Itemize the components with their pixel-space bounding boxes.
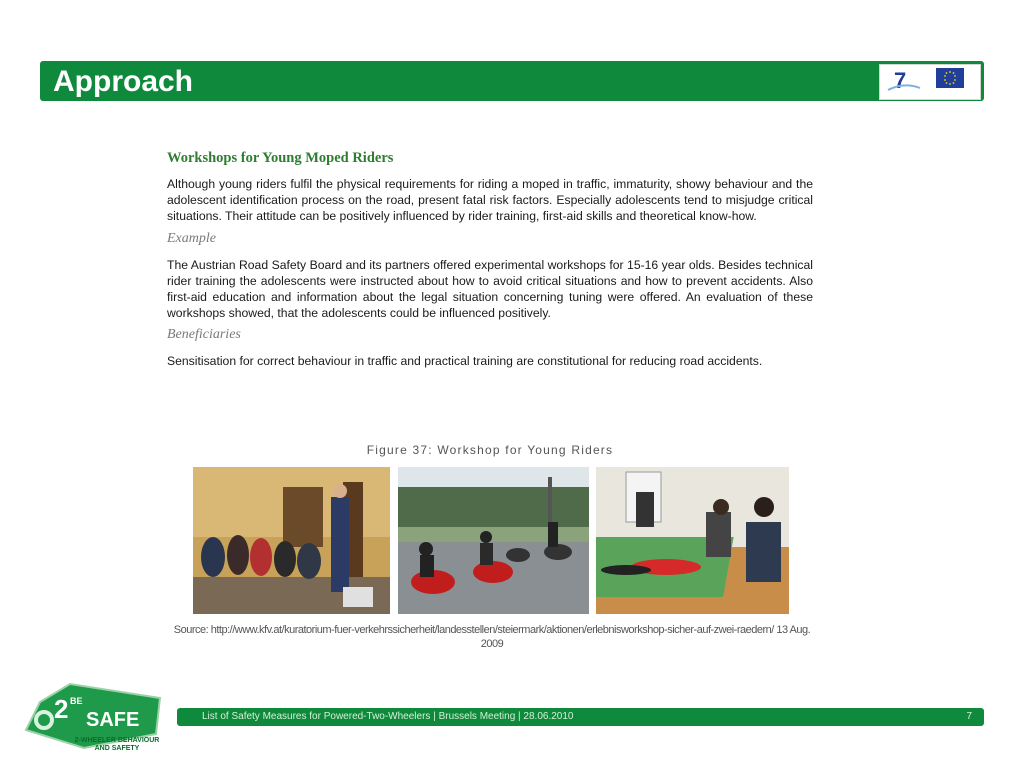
svg-text:SAFE: SAFE [86, 709, 140, 731]
footer-bar [177, 708, 984, 726]
figure-caption: Figure 37: Workshop for Young Riders [366, 443, 614, 457]
footer-text: List of Safety Measures for Powered-Two-Wheelers | Brussels Meeting | 28.06.2010 [202, 711, 574, 722]
brand-tagline: 2-WHEELER BEHAVIOUR AND SAFETY [74, 737, 160, 752]
workshop-section [167, 150, 813, 370]
beneficiaries-paragraph: Sensitisation for correct behaviour in traffic and practical training are constitutional for reducing road accidents. [167, 354, 763, 369]
fp7-logo-icon [884, 68, 924, 96]
page-title: Approach [53, 65, 194, 98]
page-number: 7 [966, 711, 972, 722]
svg-text:BE: BE [70, 696, 83, 706]
example-paragraph: The Austrian Road Safety Board and its partners offered experimental workshops for 15-16 year olds. Besides technical rider training the adolescents were instructed about how to avoid critical situations and how to prevent accidents. Also first-aid education and information about the legal situation concerning tuning were offered. An evaluation of these workshops showed, that the adolescents could be influenced positively. [167, 257, 813, 321]
eu-flag-icon [936, 68, 964, 88]
beneficiaries-heading: Beneficiaries [167, 327, 241, 343]
title-bar [40, 61, 984, 101]
example-heading: Example [167, 230, 216, 246]
moped-training-photo [398, 467, 589, 614]
intro-paragraph: Although young riders fulfil the physical requirements for riding a moped in traffic, immaturity, showy behaviour and the adolescent identification process on the road, present fatal risk factors. Especially adolescents tend to misjudge critical situations. Their attitude can be positively influenced by rider training, first-aid skills and theoretical know-how. [167, 177, 813, 224]
classroom-photo [193, 467, 390, 614]
svg-text:2: 2 [54, 694, 69, 724]
first-aid-photo [596, 467, 789, 614]
svg-text:7: 7 [894, 68, 907, 93]
section-heading: Workshops for Young Moped Riders [167, 150, 394, 166]
partner-logos [879, 64, 981, 100]
image-source: Source: http://www.kfv.at/kuratorium-fuer-verkehrssicherheit/landesstellen/steiermark/aktionen/erlebnisworkshop-sicher-auf-zwei-raedern/ 13 Aug. 2009 [173, 624, 811, 650]
